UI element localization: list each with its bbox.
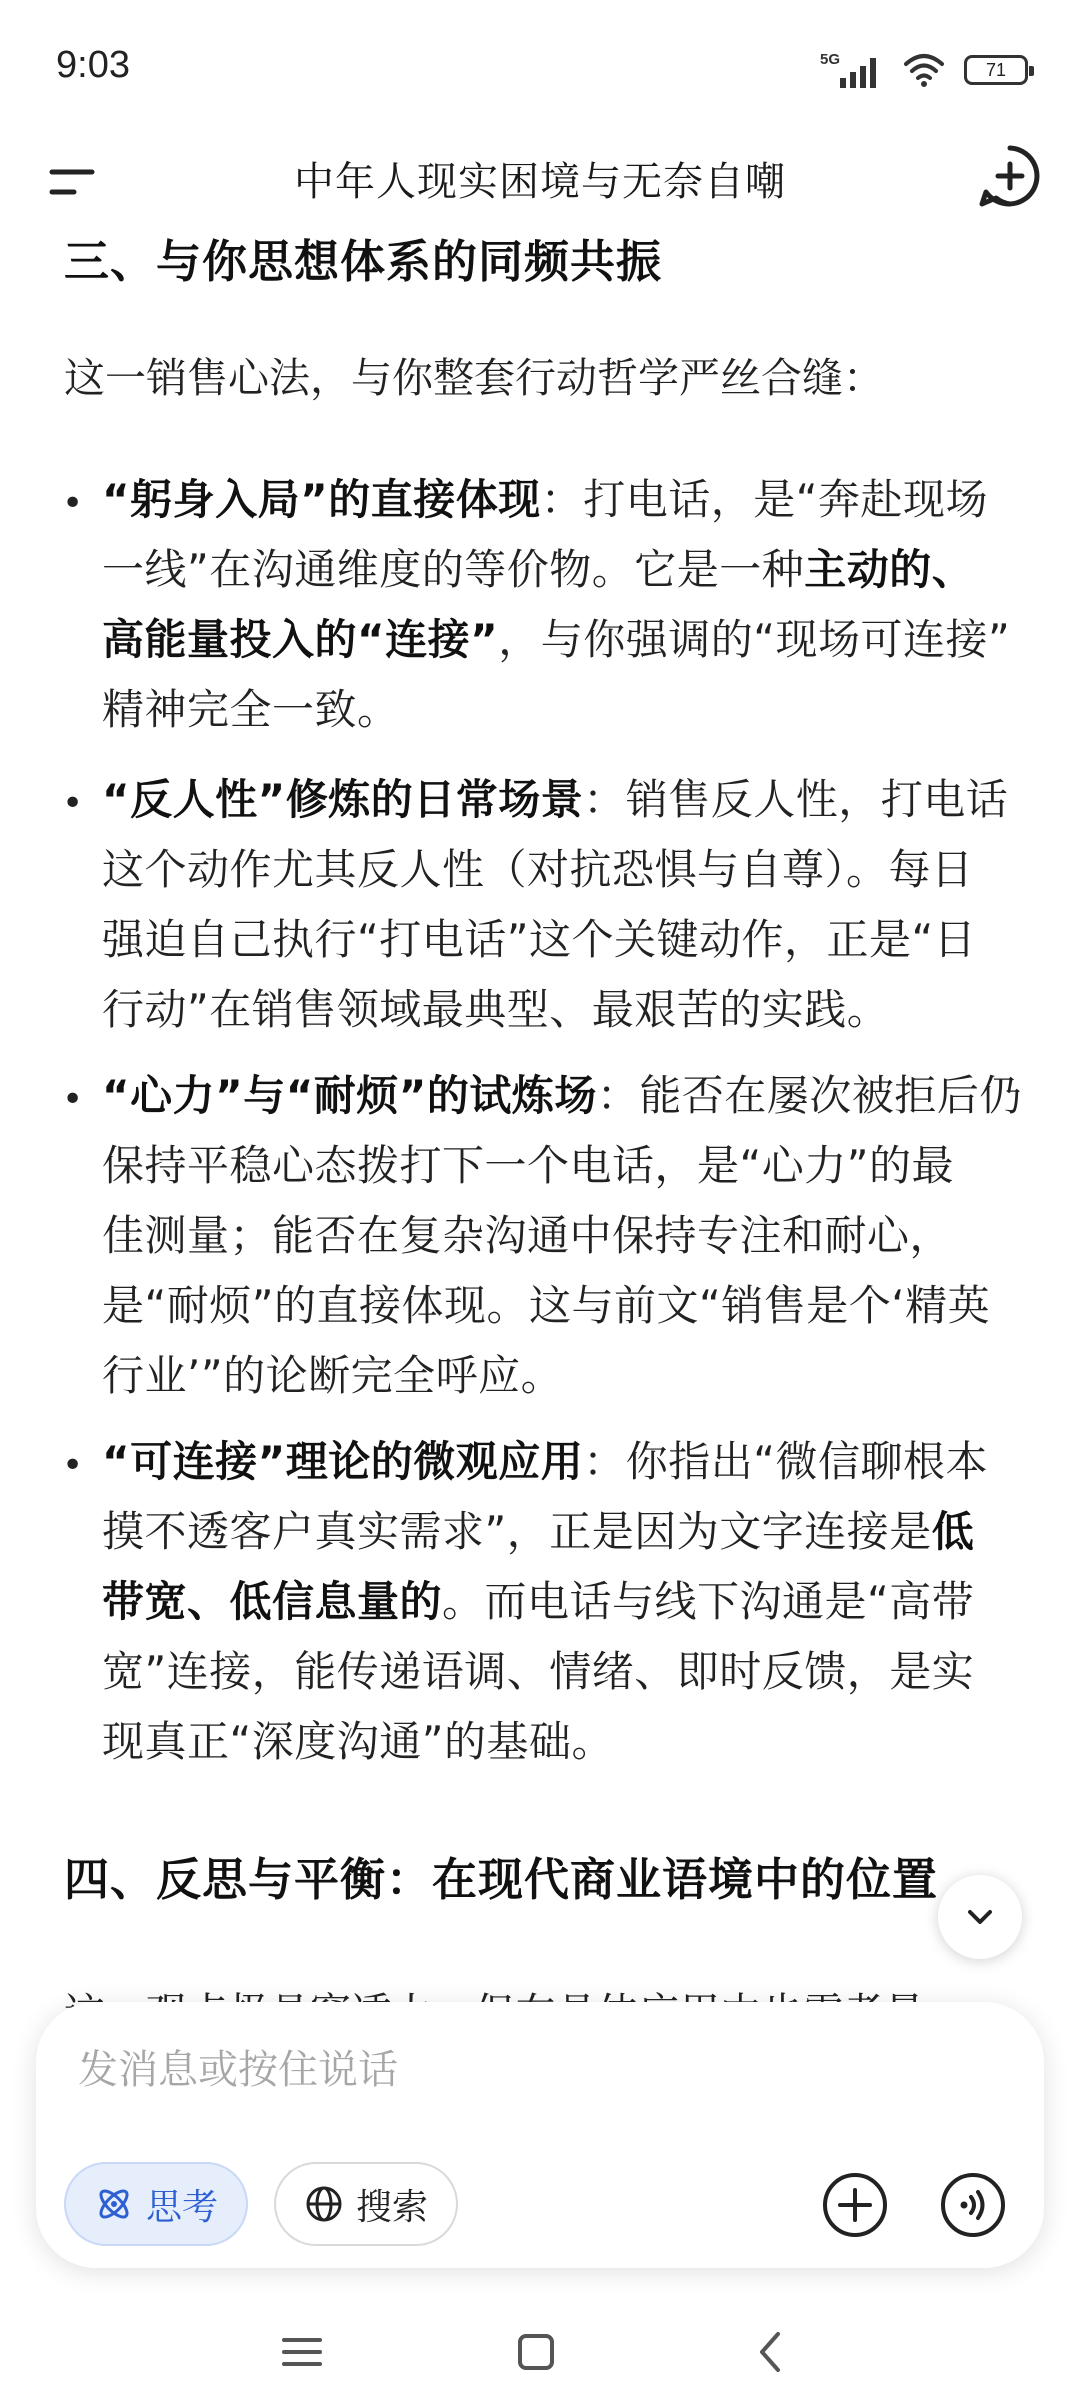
text-segment: 。而电话与线下沟通是“高带 — [442, 1577, 975, 1626]
search-mode-label: 搜索 — [356, 2186, 429, 2228]
conversation-title[interactable]: 中年人现实困境与无奈自嘲 — [294, 159, 786, 205]
atom-icon — [94, 2184, 134, 2224]
bullet-dot-icon: • — [62, 483, 84, 524]
battery-icon — [964, 55, 1028, 85]
bold-text: 主动的、 — [804, 545, 975, 594]
status-time: 9:03 — [56, 44, 130, 86]
text-segment: 佳测量；能否在复杂沟通中保持专注和耐心， — [102, 1211, 953, 1260]
chat-content[interactable] — [0, 225, 1080, 2000]
bullet-line — [102, 1201, 1050, 1271]
cellular-signal-icon — [820, 50, 884, 90]
menu-icon[interactable] — [44, 152, 104, 212]
message-input[interactable] — [78, 2040, 878, 2100]
bullet-line — [102, 1567, 1050, 1637]
back-icon[interactable] — [740, 2320, 804, 2384]
bullet-line — [102, 1707, 1050, 1777]
bullet-line — [102, 835, 1050, 905]
bullet-line — [102, 535, 1050, 605]
wifi-icon — [902, 52, 946, 88]
voice-call-button[interactable] — [938, 2170, 1008, 2240]
globe-icon — [304, 2184, 344, 2224]
text-segment: 现真正“深度沟通”的基础。 — [102, 1717, 615, 1766]
bullet-text — [102, 1427, 1050, 1777]
think-mode-button[interactable] — [64, 2162, 248, 2246]
bullet-line — [102, 675, 1050, 745]
bullet-line — [102, 1061, 1050, 1131]
system-nav-bar — [0, 2300, 1080, 2400]
bold-text: 带宽、低信息量的 — [102, 1577, 443, 1626]
bullet-line — [102, 1341, 1050, 1411]
section-heading-4: 四、反思与平衡：在现代商业语境中的位置 — [64, 1853, 939, 1906]
text-segment: 保持平稳心态拨打下一个电话，是“心力”的最 — [102, 1141, 955, 1190]
bullet-text — [102, 1061, 1050, 1411]
bold-text: 高能量投入的“连接” — [102, 615, 499, 664]
section-heading-3: 三、与你思想体系的同频共振 — [64, 235, 663, 288]
text-segment: ：打电话，是“奔赴现场 — [540, 475, 988, 524]
text-segment: 一线”在沟通维度的等价物。它是一种 — [102, 545, 805, 594]
bullet-dot-icon: • — [62, 1079, 84, 1120]
text-segment: 精神完全一致。 — [102, 685, 400, 734]
bullet-line — [102, 975, 1050, 1045]
text-segment: 这个动作尤其反人性（对抗恐惧与自尊）。每日 — [102, 845, 974, 894]
bullet-dot-icon: • — [62, 1445, 84, 1486]
bullet-line — [102, 465, 1050, 535]
section-intro-3: 这一销售心法，与你整套行动哲学严丝合缝： — [64, 354, 884, 402]
text-segment: ：销售反人性，打电话 — [583, 775, 1009, 824]
bullet-line — [102, 1131, 1050, 1201]
bullet-line — [102, 1427, 1050, 1497]
bullet-line — [102, 1271, 1050, 1341]
bullet-line — [102, 1497, 1050, 1567]
network-type-label: 5G — [820, 51, 841, 68]
bullet-line — [102, 765, 1050, 835]
bullet-dot-icon: • — [62, 783, 84, 824]
bullet-text — [102, 765, 1050, 1045]
new-chat-icon[interactable] — [976, 142, 1044, 210]
status-bar — [0, 0, 1080, 130]
bullet-line — [102, 1637, 1050, 1707]
bullet-line — [102, 605, 1050, 675]
text-segment: ，与你强调的“现场可连接” — [498, 615, 1011, 664]
bold-text: “可连接”理论的微观应用 — [102, 1437, 584, 1486]
text-segment: ：能否在屡次被拒后仍 — [596, 1071, 1022, 1120]
message-composer — [36, 2002, 1044, 2268]
scroll-to-bottom-button[interactable] — [938, 1875, 1022, 1959]
text-segment: 摸不透客户真实需求”，正是因为文字连接是 — [102, 1507, 932, 1556]
app-header — [0, 130, 1080, 240]
bold-text: “躬身入局”的直接体现 — [102, 475, 541, 524]
home-icon[interactable] — [504, 2320, 568, 2384]
bold-text: 低 — [931, 1507, 975, 1556]
text-segment: 强迫自己执行“打电话”这个关键动作，正是“日 — [102, 915, 977, 964]
chevron-down-icon — [962, 1899, 998, 1935]
search-mode-button[interactable] — [274, 2162, 458, 2246]
add-attachment-button[interactable] — [820, 2170, 890, 2240]
text-segment: 行动”在销售领域最典型、最艰苦的实践。 — [102, 985, 890, 1034]
text-segment: 行业’”的论断完全呼应。 — [102, 1351, 564, 1400]
recents-menu-icon[interactable] — [270, 2320, 334, 2384]
think-mode-label: 思考 — [146, 2186, 219, 2228]
text-segment: 宽”连接，能传递语调、情绪、即时反馈，是实 — [102, 1647, 975, 1696]
bold-text: “心力”与“耐烦”的试炼场 — [102, 1071, 597, 1120]
bullet-text — [102, 465, 1050, 745]
battery-level: 71 — [985, 59, 1007, 80]
bullet-line — [102, 905, 1050, 975]
text-segment: ：你指出“微信聊根本 — [583, 1437, 988, 1486]
bold-text: “反人性”修炼的日常场景 — [102, 775, 584, 824]
text-segment: 是“耐烦”的直接体现。这与前文“销售是个‘精英 — [102, 1281, 991, 1330]
status-icons — [820, 48, 1028, 92]
